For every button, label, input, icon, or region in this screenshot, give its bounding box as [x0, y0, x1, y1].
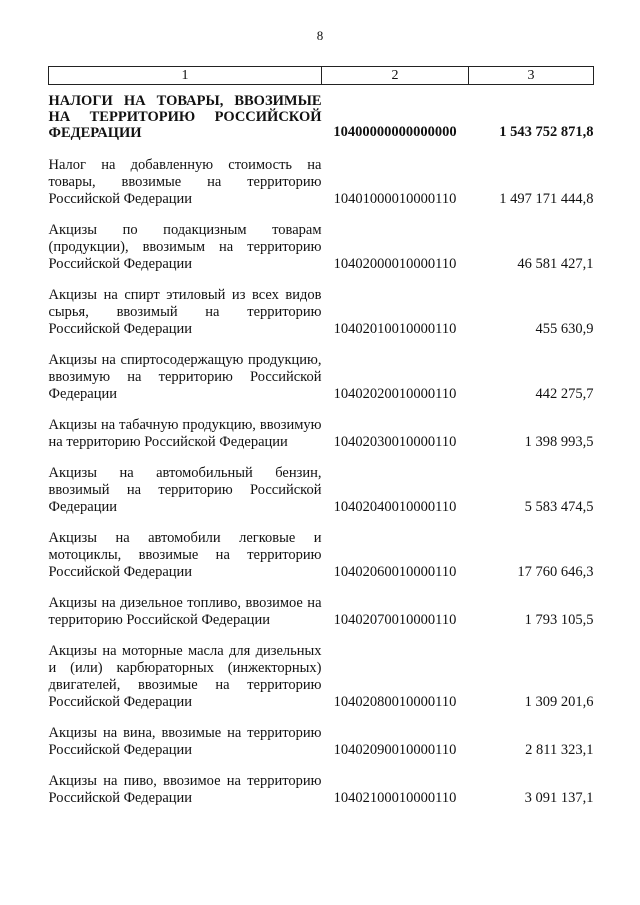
row-code: 10402040010000110 [333, 499, 457, 515]
row-amount: 455 630,9 [535, 321, 594, 337]
column-header-3: 3 [469, 67, 594, 85]
table-row [49, 629, 594, 711]
row-code: 10402000010000110 [333, 256, 457, 272]
row-name: Акцизы на автомобили легковые и мотоциклы, ввозимые на территорию Российской Федерации [48, 530, 322, 580]
row-amount: 1 309 201,6 [524, 694, 594, 710]
row-name: Акцизы по подакцизным товарам (продукции), ввозимым на территорию Российской Федерации [48, 222, 322, 272]
row-code: 10402030010000110 [333, 434, 457, 450]
row-amount: 442 275,7 [535, 386, 594, 402]
row-name: Акцизы на вина, ввозимые на территорию Российской Федерации [48, 725, 322, 758]
table-row [49, 338, 594, 403]
table-row [49, 759, 594, 807]
column-header-1: 1 [49, 67, 322, 85]
row-name: Акцизы на табачную продукцию, ввозимую на территорию Российской Федерации [48, 417, 322, 450]
header-row [49, 67, 594, 85]
row-name: Акцизы на моторные масла для дизельных и (или) карбюраторных (инжекторных) двигателей, ввозимые на территорию Российской Федерации [48, 643, 322, 710]
row-amount: 1 497 171 444,8 [499, 191, 594, 207]
table-row [49, 143, 594, 208]
table-row [49, 516, 594, 581]
row-amount: 1 398 993,5 [524, 434, 594, 450]
row-code: 10401000010000110 [333, 191, 457, 207]
row-code: 10402020010000110 [333, 386, 457, 402]
row-amount: 1 543 752 871,8 [499, 124, 594, 140]
row-code: 10402060010000110 [333, 564, 457, 580]
column-header-2: 2 [322, 67, 469, 85]
row-name: Акцизы на спирт этиловый из всех видов сырья, ввозимый на территорию Российской Федерации [48, 287, 322, 337]
row-amount: 5 583 474,5 [524, 499, 594, 515]
row-amount: 3 091 137,1 [524, 790, 594, 806]
row-name: НАЛОГИ НА ТОВАРЫ, ВВОЗИМЫЕ НА ТЕРРИТОРИЮ РОССИЙСКОЙ ФЕДЕРАЦИИ [48, 93, 322, 141]
row-name: Акцизы на пиво, ввозимое на территорию Российской Федерации [48, 773, 322, 806]
table-row [49, 711, 594, 759]
row-amount: 46 581 427,1 [517, 256, 594, 272]
table-row [49, 451, 594, 516]
row-amount: 1 793 105,5 [524, 612, 594, 628]
row-name: Акцизы на автомобильный бензин, ввозимый на территорию Российской Федерации [48, 465, 322, 515]
row-code: 10402080010000110 [333, 694, 457, 710]
row-code: 10402100010000110 [333, 790, 457, 806]
row-code: 10402070010000110 [333, 612, 457, 628]
table-body [49, 85, 594, 808]
row-name: Акцизы на дизельное топливо, ввозимое на территорию Российской Федерации [48, 595, 322, 628]
table-row-total [49, 85, 594, 144]
row-amount: 2 811 323,1 [525, 742, 594, 758]
budget-table [48, 66, 594, 807]
page-number: 8 [316, 28, 324, 43]
row-amount: 17 760 646,3 [517, 564, 594, 580]
row-name: Акцизы на спиртосодержащую продукцию, ввозимую на территорию Российской Федерации [48, 352, 322, 402]
table-row [49, 208, 594, 273]
row-code: 10400000000000000 [333, 124, 457, 140]
row-code: 10402090010000110 [333, 742, 457, 758]
row-name: Налог на добавленную стоимость на товары, ввозимые на территорию Российской Федерации [48, 157, 322, 207]
table-row [49, 581, 594, 629]
table-row [49, 273, 594, 338]
row-code: 10402010010000110 [333, 321, 457, 337]
table-row [49, 403, 594, 451]
